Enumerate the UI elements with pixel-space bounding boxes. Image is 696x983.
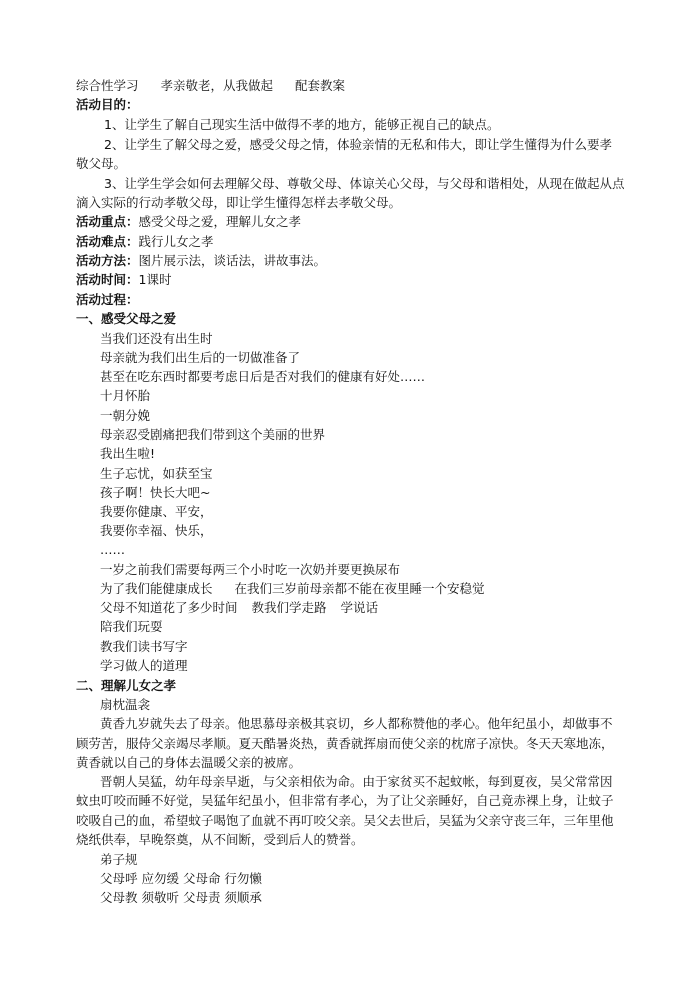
time-value: 1课时	[138, 272, 172, 287]
process-label: 活动过程：	[76, 292, 139, 307]
poem-line-segment: 为了我们能健康成长	[100, 581, 213, 596]
goals-label: 活动目的：	[76, 97, 139, 112]
dizigui-line-1: 父母呼 应勿缓 父母命 行勿懒	[100, 871, 262, 886]
story-1-line-2: 顾劳苦，服侍父亲竭尽孝顺。夏天酷暑炎热，黄香就挥扇而使父亲的枕席子凉快。冬天天寒地冻，	[76, 736, 614, 751]
poem-line: 十月怀胎	[100, 388, 151, 403]
goal-item-1: 1、让学生了解自己现实生活中做得不孝的地方，能够正视自己的缺点。	[104, 117, 500, 132]
section-1-title: 一、感受父母之爱	[76, 311, 177, 326]
method-label: 活动方法：	[76, 253, 139, 268]
poem-line: 教我们读书写字	[100, 639, 188, 654]
poem-line-segment: 在我们三岁前母亲都不能在夜里睡一个安稳觉	[234, 581, 485, 596]
poem-line: 我要你幸福、快乐，	[100, 523, 213, 538]
story-1-line-1: 黄香九岁就失去了母亲。他思慕母亲极其哀切，乡人都称赞他的孝心。他年纪虽小，却做事不	[100, 716, 613, 731]
poem-line: 一岁之前我们需要每两三个小时吃一次奶并要更换尿布	[100, 562, 401, 577]
header-type: 配套教案	[295, 78, 346, 93]
header-topic: 孝亲敬老，从我做起	[160, 78, 274, 93]
dizigui-title: 弟子规	[100, 852, 138, 867]
poem-line: 甚至在吃东西时都要考虑日后是否对我们的健康有好处……	[100, 369, 426, 384]
poem-line: ……	[100, 542, 125, 557]
poem-line	[100, 579, 485, 598]
method-row	[76, 251, 326, 270]
goal-item-2-line-2: 敬父母。	[76, 156, 127, 171]
goal-item-2-line-1: 2、让学生了解父母之爱，感受父母之情，体验亲情的无私和伟大，即让学生懂得为什么要孝	[104, 137, 612, 152]
story-2-line-4: 烧纸供奉，早晚祭奠，从不间断，受到后人的赞誉。	[76, 832, 364, 847]
poem-line: 陪我们玩耍	[100, 619, 163, 634]
key-point-row	[76, 212, 301, 231]
story-1-title: 扇枕温衾	[100, 697, 151, 712]
goal-item-3-line-2: 滴入实际的行动孝敬父母，即让学生懂得怎样去孝敬父母。	[76, 195, 402, 210]
time-row	[76, 270, 171, 289]
story-1-line-3: 黄香就以自己的身体去温暖父亲的被席。	[76, 755, 302, 770]
poem-line-segment: 教我们学走路	[251, 600, 327, 615]
poem-line-segment: 学说话	[340, 600, 379, 615]
difficulty-label: 活动难点：	[76, 234, 139, 249]
poem-line: 我出生啦!	[100, 446, 156, 461]
key-point-label: 活动重点：	[76, 214, 139, 229]
story-2-line-3: 咬吸自己的血，希望蚊子喝饱了血就不再叮咬父亲。吴父去世后，吴猛为父亲守丧三年，三年里他	[76, 813, 614, 828]
poem-line: 一朝分娩	[100, 408, 151, 423]
poem-line: 母亲就为我们出生后的一切做准备了	[100, 350, 301, 365]
poem-line: 母亲忍受剧痛把我们带到这个美丽的世界	[100, 427, 326, 442]
section-2-title: 二、理解儿女之孝	[76, 678, 177, 693]
dizigui-line-2: 父母教 须敬听 父母责 须顺承	[100, 890, 262, 905]
story-2-line-1: 晋朝人吴猛，幼年母亲早逝，与父亲相依为命。由于家贫买不起蚊帐，每到夏夜，吴父常常因	[100, 774, 613, 789]
key-point-value: 感受父母之爱，理解儿女之孝	[138, 214, 302, 229]
poem-line: 孩子啊！快长大吧~	[100, 485, 211, 500]
poem-line: 学习做人的道理	[100, 658, 188, 673]
time-label: 活动时间：	[76, 272, 139, 287]
difficulty-value: 践行儿女之孝	[138, 234, 214, 249]
poem-line-segment: 父母不知道花了多少时间	[100, 600, 238, 615]
poem-line: 生子忘忧，如获至宝	[100, 466, 213, 481]
poem-line: 我要你健康、平安，	[100, 504, 213, 519]
goal-item-3-line-1: 3、让学生学会如何去理解父母、尊敬父母、体谅关心父母，与父母和谐相处，从现在做起从点	[104, 176, 625, 191]
poem-line: 当我们还没有出生时	[100, 331, 213, 346]
difficulty-row	[76, 232, 214, 251]
story-2-line-2: 蚊虫叮咬而睡不好觉，吴猛年纪虽小，但非常有孝心，为了让父亲睡好，自己竟赤裸上身，让蚊子	[76, 793, 614, 808]
doc-header	[76, 76, 345, 95]
poem-line	[100, 598, 378, 617]
method-value: 图片展示法，谈话法，讲故事法。	[138, 253, 327, 268]
header-category: 综合性学习	[76, 78, 139, 93]
